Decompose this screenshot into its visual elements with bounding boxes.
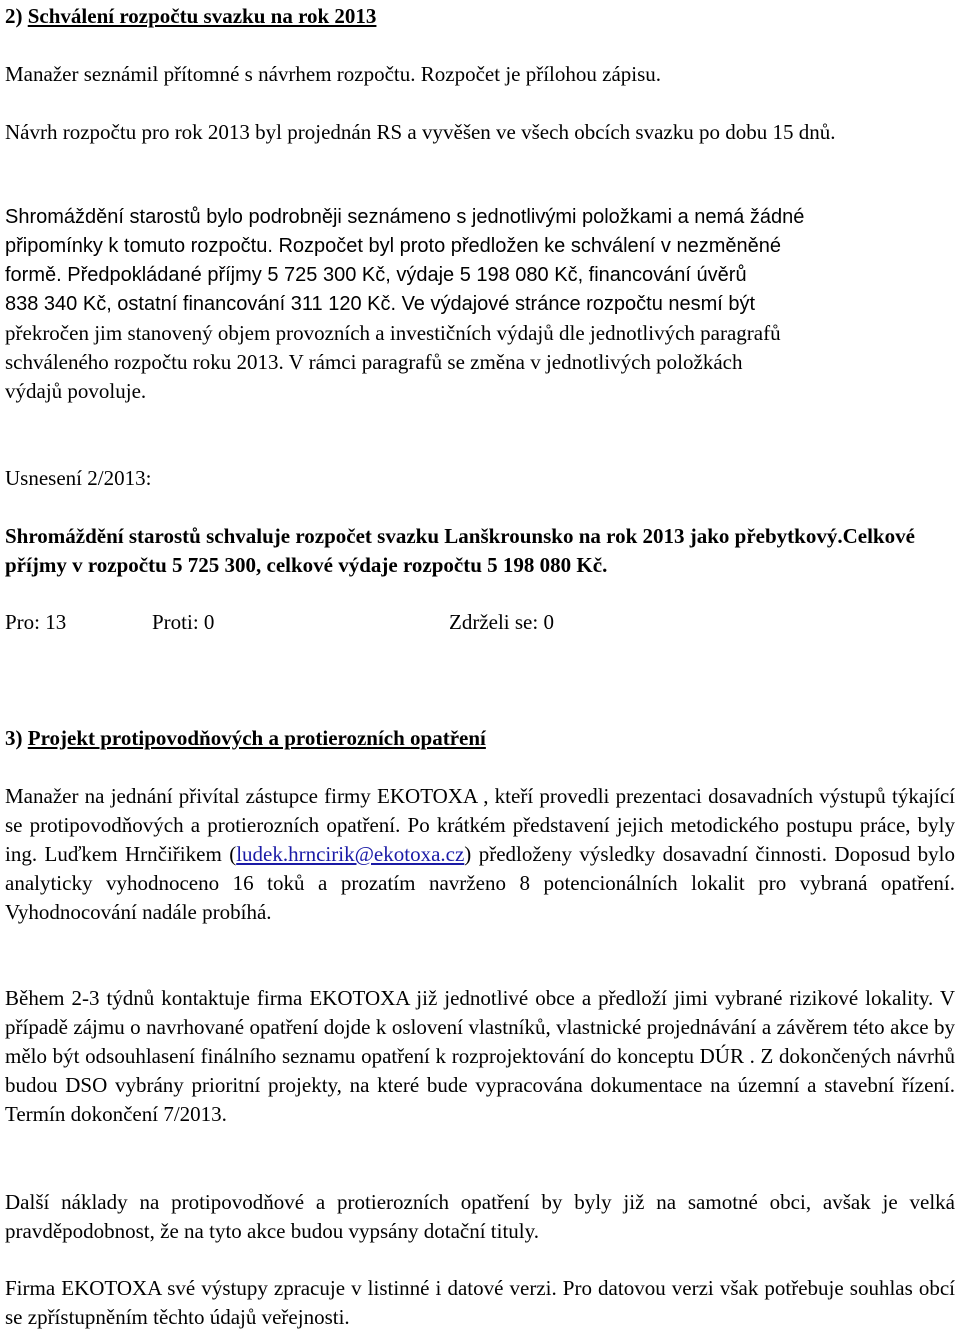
section-3-paragraph-1	[5, 782, 955, 927]
paragraph-3-line: překročen jim stanovený objem provozních a investičních výdajů dle jednotlivých paragrafů	[5, 321, 781, 345]
vote-against: Proti: 0	[152, 610, 215, 634]
paragraph-3-line: 838 340 Kč, ostatní financování 311 120 Kč. Ve výdajové stránce rozpočtu nesmí být	[5, 293, 756, 315]
section-3-title: Projekt protipovodňových a protierozních opatření	[27, 726, 486, 750]
vote-for: Pro: 13	[5, 610, 67, 634]
section-3-paragraph-4: Firma EKOTOXA své výstupy zpracuje v listinné i datové verzi. Pro datovou verzi však potřebuje souhlas obcí se zpřístupněním těchto údajů veřejnosti.	[5, 1276, 955, 1329]
paragraph-3-line: Shromáždění starostů bylo podrobněji seznámeno s jednotlivými položkami a nemá žádné	[5, 206, 805, 228]
section-2-title: Schválení rozpočtu svazku na rok 2013	[27, 4, 377, 28]
resolution-text: Shromáždění starostů schvaluje rozpočet svazku Lanškrounsko na rok 2013 jako přebytkový.Celkové příjmy v rozpočtu 5 725 300, celkové výdaje rozpočtu 5 198 080 Kč.	[5, 524, 915, 577]
paragraph-1-text-start: Manažer na jednání přivítal zástupce firmy EKOTOXA , kteří provedli prezentaci dosavadních výstupů týkající se protipovodňových a protierozních opatření. Po krátkém představení jejich metodického postupu práce, byly ing. Luďkem Hrnčiřikem (	[5, 784, 955, 866]
paragraph-3-line: výdajů povoluje.	[5, 379, 147, 403]
section-2-number: 2)	[5, 4, 23, 28]
section-2-heading	[5, 2, 955, 31]
resolution-title: Usnesení 2/2013:	[5, 466, 152, 490]
section-2-paragraph-2: Návrh rozpočtu pro rok 2013 byl projednán RS a vyvěšen ve všech obcích svazku po dobu 15 dnů.	[5, 120, 836, 144]
email-link[interactable]: ludek.hrncirik@ekotoxa.cz	[236, 842, 465, 866]
section-3-paragraph-3: Další náklady na protipovodňové a protierozních opatření by byly již na samotné obci, avšak je velká pravděpodobnost, že na tyto akce budou vypsány dotační tituly.	[5, 1190, 955, 1243]
vote-abstain: Zdrželi se: 0	[449, 610, 554, 634]
paragraph-3-line: připomínky k tomuto rozpočtu. Rozpočet byl proto předložen ke schválení v nezměněné	[5, 235, 781, 257]
paragraph-3-line: schváleného rozpočtu roku 2013. V rámci paragrafů se změna v jednotlivých položkách	[5, 350, 743, 374]
paragraph-3-line: formě. Předpokládané příjmy 5 725 300 Kč, výdaje 5 198 080 Kč, financování úvěrů	[5, 264, 747, 286]
section-2-paragraph-3	[5, 203, 955, 406]
vote-results	[5, 608, 955, 637]
section-3-number: 3)	[5, 726, 23, 750]
section-2-paragraph-1: Manažer seznámil přítomné s návrhem rozpočtu. Rozpočet je přílohou zápisu.	[5, 62, 662, 86]
section-3-heading	[5, 724, 955, 753]
section-3-paragraph-2: Během 2-3 týdnů kontaktuje firma EKOTOXA již jednotlivé obce a předloží jimi vybrané rizikové lokality. V případě zájmu o navrhované opatření dojde k oslovení vlastníků, vlastnické projednávání a závěrem této akce by mělo být odsouhlasení finálního seznamu opatření k rozprojektování do konceptu DÚR . Z dokončených návrhů budou DSO vybrány prioritní projekty, na které bude vypracována dokumentace na územní a stavební řízení. Termín dokončení 7/2013.	[5, 986, 955, 1126]
paragraph-1-text-end: ) předloženy výsledky dosavadní činnosti. Doposud bylo analyticky vyhodnoceno 16 toků a prozatím navrženo 8 potencionálních lokalit pro vybraná opatření. Vyhodnocování nadále probíhá.	[5, 842, 955, 924]
